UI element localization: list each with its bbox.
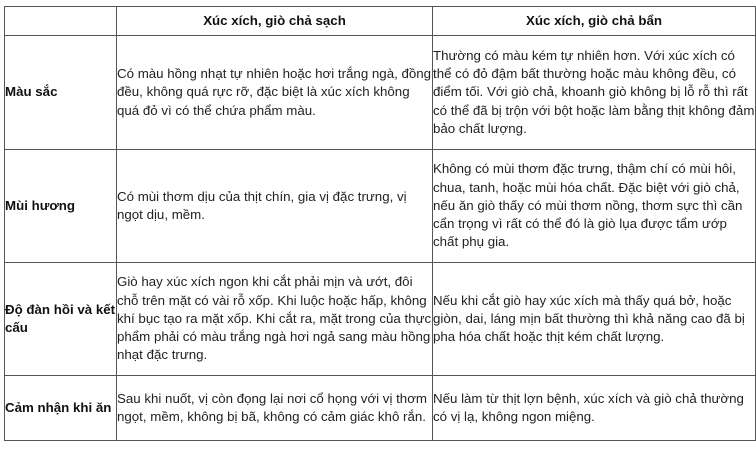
header-dirty: Xúc xích, giò chả bẩn: [433, 7, 756, 36]
cell-clean-smell: Có mùi thơm dịu của thịt chín, gia vị đặc trưng, vị ngọt dịu, mềm.: [117, 150, 433, 263]
row-label-taste: Cảm nhận khi ăn: [5, 376, 117, 441]
row-label-texture: Độ đàn hồi và kết cấu: [5, 263, 117, 376]
table-row: [5, 376, 756, 441]
row-label-color: Màu sắc: [5, 36, 117, 150]
header-row: [5, 7, 756, 36]
cell-dirty-color: Thường có màu kém tự nhiên hơn. Với xúc xích có thể có đỏ đậm bất thường hoặc màu không đều, có điểm tối. Với giò chả, khoanh giò không bị lỗ rỗ thì rất có thể đã bị trộn với bột hoặc làm bằng thịt không đảm bảo chất lượng.: [433, 36, 756, 150]
comparison-table: [4, 6, 756, 441]
cell-dirty-taste: Nếu làm từ thịt lợn bệnh, xúc xích và giò chả thường có vị lạ, không ngon miệng.: [433, 376, 756, 441]
header-clean: Xúc xích, giò chả sạch: [117, 7, 433, 36]
table-row: [5, 36, 756, 150]
cell-clean-color: Có màu hồng nhạt tự nhiên hoặc hơi trắng ngà, đồng đều, không quá rực rỡ, đặc biệt là xúc xích không quá đỏ vì có thể chứa phẩm màu.: [117, 36, 433, 150]
table-row: [5, 263, 756, 376]
cell-clean-taste: Sau khi nuốt, vị còn đọng lại nơi cổ họng với vị thơm ngọt, mềm, không bị bã, không có cảm giác khô rắn.: [117, 376, 433, 441]
header-criteria: [5, 7, 117, 36]
cell-dirty-smell: Không có mùi thơm đặc trưng, thậm chí có mùi hôi, chua, tanh, hoặc mùi hóa chất. Đặc biệt với giò chả, nếu ăn giò thấy có mùi thơm nồng, thơm sực thì cần cẩn trọng vì rất có thể đó là giò lụa được tẩm ướp chất phụ gia.: [433, 150, 756, 263]
cell-clean-texture: Giò hay xúc xích ngon khi cắt phải mịn và ướt, đôi chỗ trên mặt có vài rỗ xốp. Khi luộc hoặc hấp, không khí bục tạo ra mặt xốp. Khi cắt ra, mặt trong của thực phẩm phải có màu trắng ngà hơi ngả sang màu hồng nhạt đặc trưng.: [117, 263, 433, 376]
table-row: [5, 150, 756, 263]
cell-dirty-texture: Nếu khi cắt giò hay xúc xích mà thấy quá bở, hoặc giòn, dai, láng mịn bất thường thì khả năng cao đã bị pha hóa chất hoặc thịt kém chất lượng.: [433, 263, 756, 376]
row-label-smell: Mùi hương: [5, 150, 117, 263]
